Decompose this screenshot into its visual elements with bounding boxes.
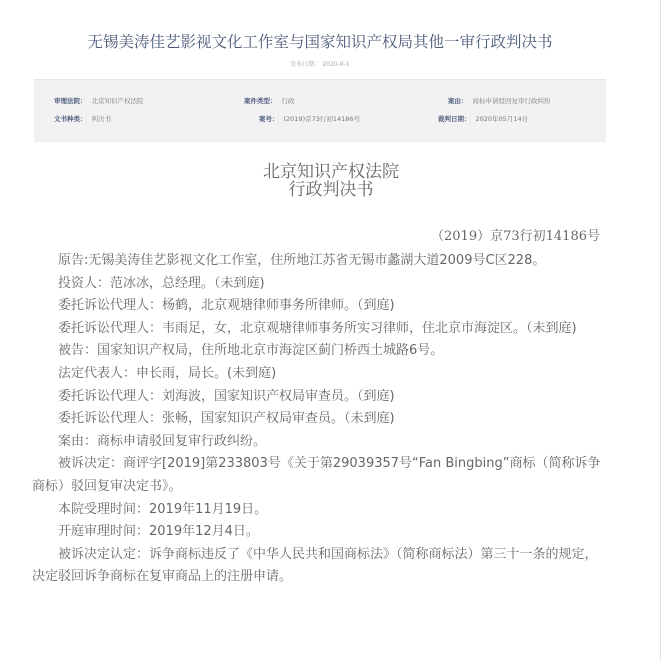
info-case-no-value: (2019)京73行初14186号	[283, 115, 361, 123]
info-cause-label: 案由：	[448, 97, 468, 105]
judgment-body	[32, 250, 610, 589]
scrollbar-edge	[660, 0, 661, 660]
paragraph-defendant-agent-1: 委托诉讼代理人：刘海波，国家知识产权局审查员。（到庭)	[58, 388, 395, 404]
paragraph-plaintiff-agent-2: 委托诉讼代理人：韦雨足，女，北京观塘律师事务所实习律师，住北京市海淀区。（未到庭)	[58, 320, 577, 336]
info-cause	[448, 96, 551, 105]
info-case-type-label: 案件类型：	[244, 97, 277, 105]
info-court	[54, 96, 144, 105]
info-doc-type	[54, 114, 111, 123]
paragraph-plaintiff-agent-1: 委托诉讼代理人：杨鹤，北京观塘律师事务所律师。（到庭)	[58, 298, 395, 314]
publish-date	[0, 59, 640, 68]
info-doc-type-label: 文书种类：	[54, 115, 87, 123]
info-case-no	[259, 114, 360, 123]
info-judgment-date-label: 裁判日期：	[438, 115, 471, 123]
info-case-type-value: 行政	[281, 97, 295, 105]
case-info-box	[34, 79, 606, 142]
paragraph-defendant-agent-2: 委托诉讼代理人：张畅，国家知识产权局审查员。（未到庭)	[58, 411, 395, 427]
case-number: （2019）京73行初14186号	[431, 229, 600, 244]
paragraph-cause: 案由：商标申请驳回复审行政纠纷。	[58, 433, 267, 449]
page-title: 无锡美涛佳艺影视文化工作室与国家知识产权局其他一审行政判决书	[87, 33, 553, 51]
publish-date-value: 2020-9-1	[322, 61, 350, 68]
info-cause-value: 商标申请驳回复审行政纠纷	[472, 97, 551, 105]
info-doc-type-value: 判决书	[91, 115, 111, 123]
court-name-heading: 北京知识产权法院	[263, 162, 399, 182]
paragraph-legal-representative: 法定代表人：申长雨，局长。(未到庭)	[58, 365, 277, 381]
info-court-value: 北京知识产权法院	[91, 97, 144, 105]
paragraph-investor: 投资人：范冰冰，总经理。（未到庭)	[58, 275, 265, 291]
paragraph-decision-finding: 被诉决定认定：诉争商标违反了《中华人民共和国商标法》（简称商标法）第三十一条的规定，决定驳回诉争商标在复审商品上的注册申请。	[32, 546, 598, 585]
info-case-type	[244, 96, 295, 105]
document-kind-heading: 行政判决书	[288, 180, 374, 200]
info-court-label: 审理法院：	[54, 97, 87, 105]
paragraph-contested-decision: 被诉决定：商评字[2019]第233803号《关于第29039357号“Fan Bingbing”商标（简称诉争商标）驳回复审决定书》。	[32, 456, 601, 494]
info-case-no-label: 案号：	[259, 115, 279, 123]
publish-date-label: 发布日期：	[290, 61, 321, 68]
info-judgment-date-value: 2020年05月14日	[475, 115, 529, 123]
paragraph-acceptance-date: 本院受理时间：2019年11月19日。	[58, 501, 268, 517]
info-judgment-date	[438, 114, 528, 123]
paragraph-hearing-date: 开庭审理时间：2019年12月4日。	[58, 524, 259, 540]
paragraph-defendant: 被告：国家知识产权局，住所地北京市海淀区蓟门桥西土城路6号。	[58, 343, 444, 359]
paragraph-plaintiff: 原告:无锡美涛佳艺影视文化工作室，住所地江苏省无锡市蠡湖大道2009号C区228。	[58, 253, 546, 268]
